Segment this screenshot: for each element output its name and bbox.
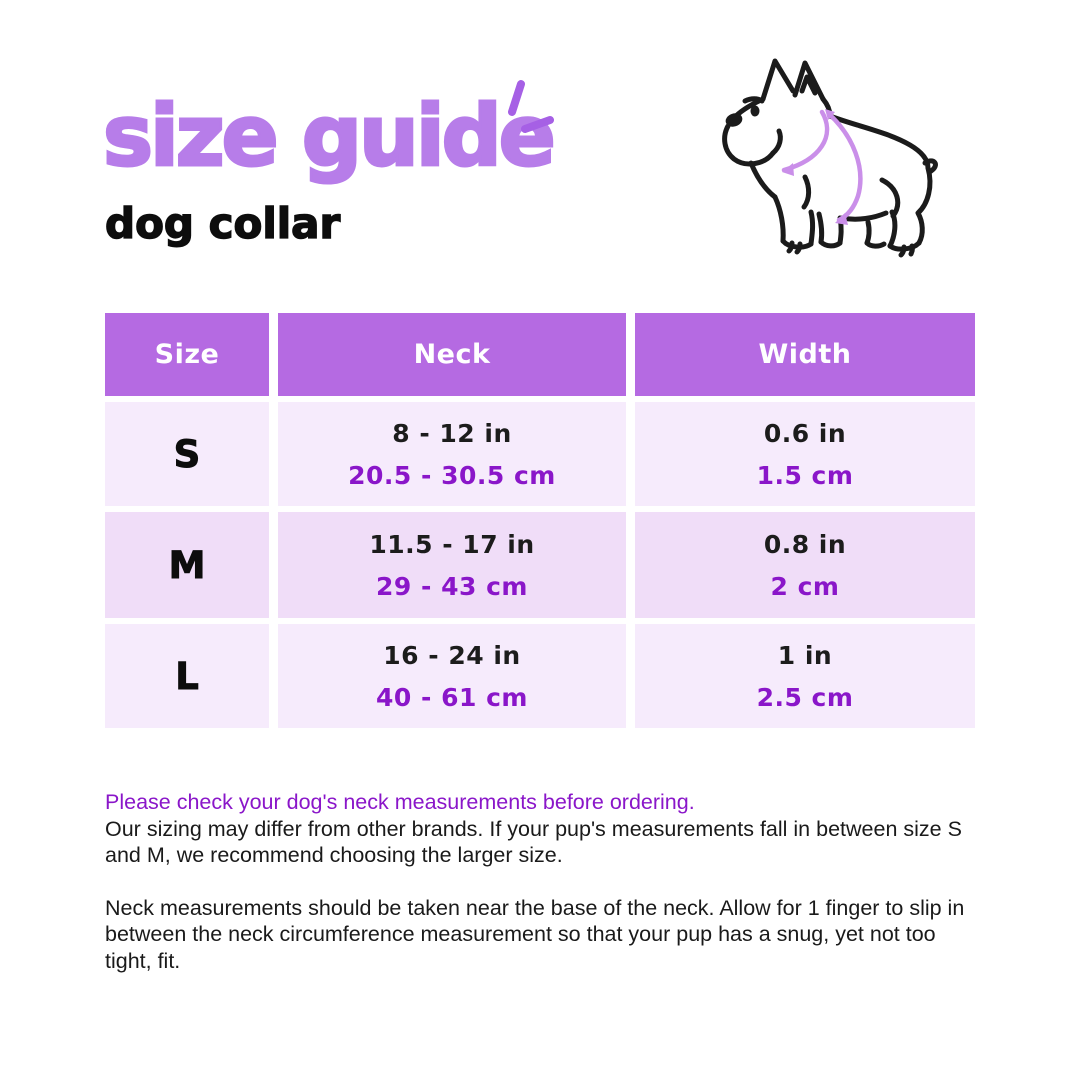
table-row-m-width-cell bbox=[635, 512, 975, 618]
table-row-m-neck-cell bbox=[278, 512, 626, 618]
table-row-s-width-cell bbox=[635, 402, 975, 506]
page-subtitle: dog collar bbox=[105, 199, 341, 248]
sizing-notes bbox=[105, 789, 985, 974]
width-cm-s: 1.5 cm bbox=[756, 460, 854, 490]
neck-cm-m: 29 - 43 cm bbox=[376, 571, 528, 601]
column-header-width-label: Width bbox=[758, 339, 852, 370]
neck-inches-l: 16 - 24 in bbox=[383, 640, 521, 670]
table-row-s-neck-cell bbox=[278, 402, 626, 506]
table-row-s-size-cell bbox=[105, 402, 269, 506]
column-header-size bbox=[105, 313, 269, 396]
column-header-neck bbox=[278, 313, 626, 396]
width-cm-l: 2.5 cm bbox=[756, 682, 854, 712]
column-header-neck-label: Neck bbox=[413, 339, 491, 370]
size-label-m: M bbox=[168, 543, 206, 587]
width-inches-l: 1 in bbox=[777, 640, 833, 670]
page-title: size guide bbox=[103, 87, 553, 185]
table-row-m-size-cell bbox=[105, 512, 269, 618]
width-inches-s: 0.6 in bbox=[763, 418, 847, 448]
sparkle-icon bbox=[497, 76, 557, 136]
neck-cm-l: 40 - 61 cm bbox=[376, 682, 528, 712]
french-bulldog-icon bbox=[688, 50, 988, 285]
table-row-l-neck-cell bbox=[278, 624, 626, 728]
notes-highlight-line: Please check your dog's neck measurements before ordering. bbox=[105, 790, 695, 814]
size-table bbox=[105, 313, 975, 728]
column-header-width bbox=[635, 313, 975, 396]
size-label-l: L bbox=[175, 654, 199, 698]
neck-inches-s: 8 - 12 in bbox=[392, 418, 512, 448]
notes-paragraph-2: Neck measurements should be taken near the base of the neck. Allow for 1 finger to slip in between the neck circumference measurement so that your pup has a snug, yet not too tight, fit. bbox=[105, 895, 965, 973]
table-row-l-width-cell bbox=[635, 624, 975, 728]
size-label-s: S bbox=[173, 432, 201, 476]
neck-inches-m: 11.5 - 17 in bbox=[369, 529, 535, 559]
neck-cm-s: 20.5 - 30.5 cm bbox=[348, 460, 556, 490]
measurement-arcs-icon bbox=[782, 109, 860, 225]
table-row-l-size-cell bbox=[105, 624, 269, 728]
column-header-size-label: Size bbox=[154, 339, 220, 370]
width-inches-m: 0.8 in bbox=[763, 529, 847, 559]
notes-paragraph-1: Our sizing may differ from other brands. If your pup's measurements fall in between size S and M, we recommend choosing the larger size. bbox=[105, 816, 962, 867]
width-cm-m: 2 cm bbox=[770, 571, 840, 601]
